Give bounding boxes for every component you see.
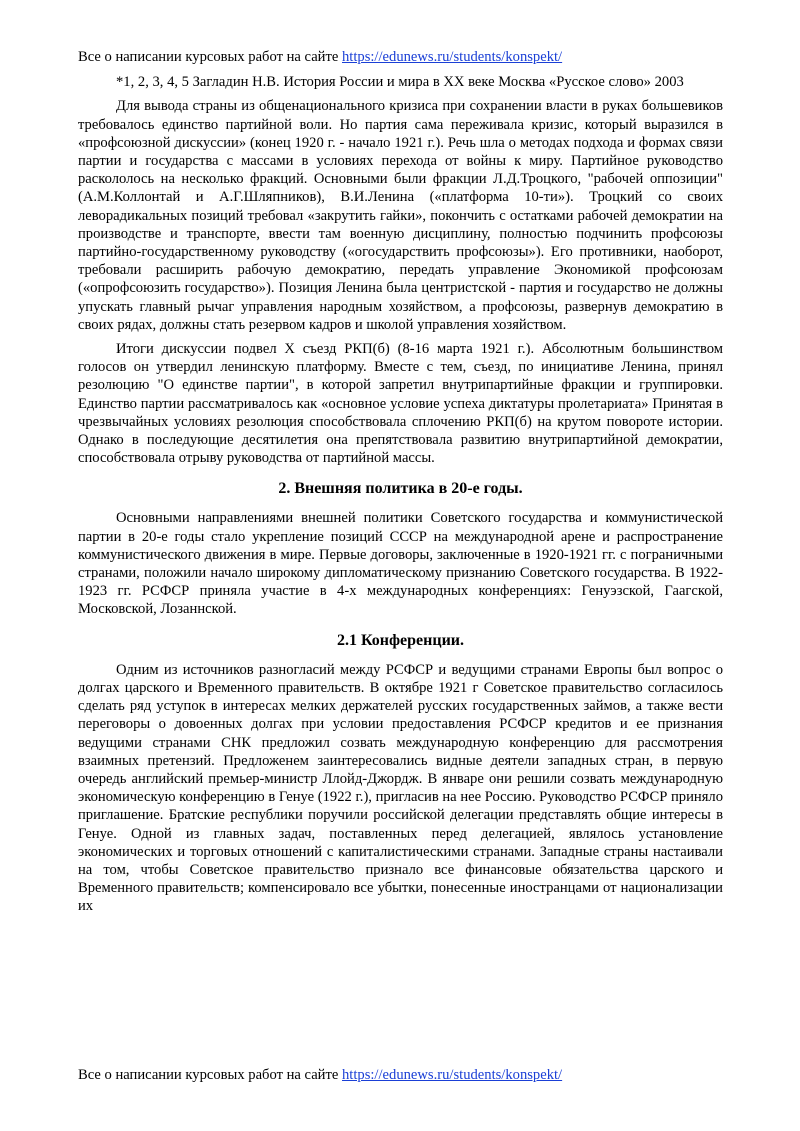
footer-link[interactable]: https://edunews.ru/students/konspekt/ [342,1067,563,1083]
paragraph-party-crisis: Для вывода страны из общенационального кризиса при сохранении власти в руках большевиков требовалось единство партийной воли. Но партия сама переживала кризис, который выразился в «профсоюзной дискуссии» (конец 1920 г. - начало 1921 г.). Речь шла о методах подхода и формах связи партии и государства с массами в условиях перехода от войны к миру. Партийное руководство раскололось на несколько фракций. Основными были фракции Л.Д.Троцкого, "рабочей оппозиции" (А.М.Коллонтай и А.Г.Шляпников), В.И.Ленина («платформа 10-ти»). Троцкий со своих леворадикальных позиций требовал «закрутить гайки», покончить с остатками рабочей демократии на производстве и транспорте, ввести там военную дисциплину, полностью подчинить профсоюзы партийно-государственному руководству («огосударствить профсоюзы»). Его противники, наоборот, требовали расширить рабочую демократию, передать управление Экономикой профсоюзам («опрофсоюзить государство»). Позиция Ленина была центристской - партия и государство не должны упускать главный рычаг управления народным хозяйством, а профсоюзы, развернув демократию в своих рядах, должны стать резервом кадров и школой управления хозяйством. [78,98,723,333]
footer-text: Все о написании курсовых работ на сайте [78,1067,342,1083]
header-link[interactable]: https://edunews.ru/students/konspekt/ [342,49,563,65]
page-header [78,48,723,66]
section-heading-conferences: 2.1 Конференции. [336,631,465,649]
section-heading-foreign-policy: 2. Внешняя политика в 20-е годы. [278,480,523,498]
paragraph-foreign-policy: Основными направлениями внешней политики Советского государства и коммунистической партии в 20-е годы стало укрепление позиций СССР на международной арене и распространение коммунистического движения в мире. Первые договоры, заключенные в 1920-1921 гг. с пограничными странами, положили начало широкому дипломатическому признанию Советского государства. В 1922-1923 гг. РСФСР приняла участие в 4-х международных конференциях: Генуэзской, Гаагской, Московской, Лозаннской. [78,510,723,618]
paragraph-conferences: Одним из источников разногласий между РСФСР и ведущими странами Европы был вопрос о долгах царского и Временного правительств. В октябре 1921 г Советское правительство согласилось сделать ряд уступок в интересах мелких держателей русских государственных займов, а также вести переговоры о довоенных долгах при условии предоставления РСФСР кредитов и ее признания ведущими странами СНК предложил созвать международную конференцию для рассмотрения взаимных претензий. Предложенем заинтересовались видные деятели западных стран, в первую очередь английский премьер-министр Ллойд-Джордж. В январе они решили созвать международную экономическую конференцию в Генуе (1922 г.), пригласив на нее Россию. Руководство РСФСР приняло приглашение. Братские республики поручили российской делегации представлять общие интересы в Генуе. Одной из главных задач, поставленных перед делегацией, являлось установление экономических и торговых отношений с капиталистическими странами. Западные страны настаивали на том, чтобы Советское правительство признало все финансовые обязательства царского и Временного правительств; компенсировало все убытки, понесенные иностранцами от национализации их [78,661,723,915]
document-page [78,48,723,922]
page-footer [78,1066,723,1084]
paragraph-congress-results: Итоги дискуссии подвел X съезд РКП(б) (8-16 марта 1921 г.). Абсолютным большинством голосов он утвердил ленинскую платформу. Вместе с тем, съезд, по инициативе Ленина, принял резолюцию "О единстве партии", в которой запретил внутрипартийные фракции и группировки. Единство партии рассматривалось как «основное условие успеха диктатуры пролетариата» Принятая в чрезвычайных условиях резолюция способствовала сплочению РКП(б) на крутом повороте истории. Однако в последующие десятилетия она препятствовала развитию внутрипартийной демократии, способствовала отрыву руководства от партийной массы. [78,341,723,467]
footnote: *1, 2, 3, 4, 5 Загладин Н.В. История России и мира в XX веке Москва «Русское слово» 2003 [116,74,684,91]
header-text: Все о написании курсовых работ на сайте [78,49,342,65]
